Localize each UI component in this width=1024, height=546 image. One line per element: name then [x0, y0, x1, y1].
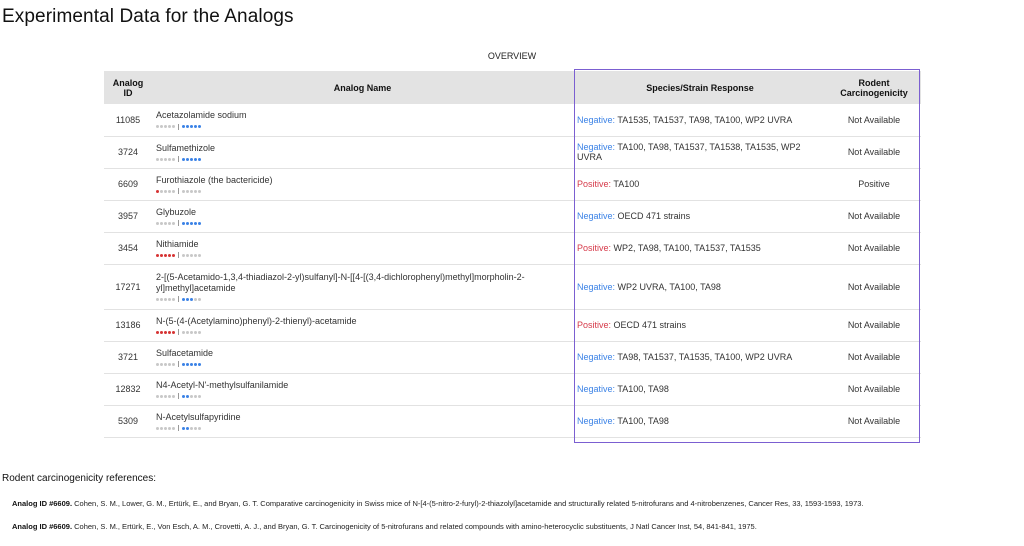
blue-dot-icon [198, 363, 201, 366]
grey-dot-icon [182, 331, 185, 334]
grey-dot-icon [168, 125, 171, 128]
dot-separator [178, 393, 179, 399]
red-dot-icon [172, 331, 175, 334]
table-header-row [104, 71, 921, 104]
red-dot-icon [156, 254, 159, 257]
page-title: Experimental Data for the Analogs [2, 6, 294, 27]
analog-name-cell [152, 309, 573, 341]
response-detail: WP2 UVRA, TA100, TA98 [617, 281, 721, 292]
table-row[interactable] [104, 136, 921, 168]
negative-label: Negative: [577, 211, 616, 221]
grey-dot-icon [156, 125, 159, 128]
blue-dot-icon [182, 427, 185, 430]
analog-name[interactable]: Glybuzole [156, 206, 197, 217]
reference-label: Analog ID #6609. [12, 522, 73, 531]
blue-dot-icon [186, 158, 189, 161]
grey-dot-icon [156, 222, 159, 225]
analog-name[interactable]: 2-[(5-Acetamido-1,3,4-thiadiazol-2-yl)sulfanyl]-N-[[4-[(3,4-dichlorophenyl)methyl]morpholin-2-yl]methyl]acetamide [156, 271, 525, 293]
table-row[interactable] [104, 232, 921, 264]
analog-name[interactable]: N-(5-(4-(Acetylamino)phenyl)-2-thienyl)-acetamide [156, 315, 357, 326]
grey-dot-icon [160, 298, 163, 301]
blue-dot-icon [190, 298, 193, 301]
grey-dot-icon [172, 125, 175, 128]
similarity-dots [156, 156, 569, 162]
carcinogenicity-cell: Not Available [827, 200, 921, 232]
response-detail: TA1535, TA1537, TA98, TA100, WP2 UVRA [617, 114, 793, 125]
analog-id-cell: 11085 [104, 104, 152, 136]
grey-dot-icon [198, 331, 201, 334]
grey-dot-icon [164, 395, 167, 398]
species-response-cell [573, 405, 827, 437]
analog-name-cell [152, 373, 573, 405]
analog-id-cell: 3957 [104, 200, 152, 232]
grey-dot-icon [164, 363, 167, 366]
species-response-cell [573, 200, 827, 232]
grey-dot-icon [186, 331, 189, 334]
reference-text: Cohen, S. M., Lower, G. M., Ertürk, E., and Bryan, G. T. Comparative carcinogenicity in Swiss mice of N-[4-(5-nitro-2-furyl)-2-thiazolyl]acetamide and structurally related 5-nitrofurans and 4-nitrobenzenes, Cancer Res, 33, 1593-1593, 1973. [74, 499, 864, 508]
grey-dot-icon [160, 363, 163, 366]
analog-name-cell [152, 168, 573, 200]
blue-dot-icon [182, 298, 185, 301]
header-rodent-carcinogenicity: Rodent Carcinogenicity [827, 71, 921, 104]
grey-dot-icon [164, 427, 167, 430]
negative-label: Negative: [577, 352, 616, 362]
species-response-cell [573, 104, 827, 136]
grey-dot-icon [160, 395, 163, 398]
grey-dot-icon [156, 395, 159, 398]
analog-name[interactable]: Sulfamethizole [156, 142, 216, 153]
analog-name[interactable]: Furothiazole (the bactericide) [156, 174, 273, 185]
response-detail: TA100 [613, 179, 640, 189]
red-dot-icon [164, 331, 167, 334]
carcinogenicity-cell: Not Available [827, 264, 921, 309]
dot-separator [178, 361, 179, 367]
grey-dot-icon [164, 125, 167, 128]
red-dot-icon [168, 331, 171, 334]
similarity-dots [156, 393, 569, 399]
grey-dot-icon [198, 395, 201, 398]
grey-dot-icon [172, 427, 175, 430]
grey-dot-icon [182, 190, 185, 193]
table-row[interactable] [104, 405, 921, 437]
blue-dot-icon [182, 125, 185, 128]
negative-label: Negative: [577, 384, 616, 394]
references-heading: Rodent carcinogenicity references: [2, 473, 156, 484]
carcinogenicity-cell: Not Available [827, 232, 921, 264]
grey-dot-icon [190, 395, 193, 398]
dot-separator [178, 329, 179, 335]
grey-dot-icon [160, 222, 163, 225]
table-body [104, 104, 921, 437]
species-response-cell [573, 373, 827, 405]
species-response-cell [573, 264, 827, 309]
table-row[interactable] [104, 104, 921, 136]
carcinogenicity-cell: Positive [827, 168, 921, 200]
similarity-dots [156, 188, 569, 194]
table-row[interactable] [104, 373, 921, 405]
analog-id-cell: 17271 [104, 264, 152, 309]
blue-dot-icon [182, 395, 185, 398]
grey-dot-icon [172, 190, 175, 193]
analog-name-cell [152, 232, 573, 264]
similarity-dots [156, 296, 569, 302]
similarity-dots [156, 123, 569, 129]
blue-dot-icon [186, 298, 189, 301]
table-row[interactable] [104, 309, 921, 341]
grey-dot-icon [186, 190, 189, 193]
blue-dot-icon [186, 395, 189, 398]
analog-name[interactable]: N-Acetylsulfapyridine [156, 411, 241, 422]
negative-label: Negative: [577, 281, 616, 292]
dot-separator [178, 296, 179, 302]
grey-dot-icon [160, 427, 163, 430]
red-dot-icon [160, 331, 163, 334]
blue-dot-icon [194, 363, 197, 366]
red-dot-icon [168, 254, 171, 257]
response-detail: TA100, TA98 [617, 416, 669, 426]
similarity-dots [156, 425, 569, 431]
grey-dot-icon [172, 158, 175, 161]
dot-separator [178, 188, 179, 194]
grey-dot-icon [156, 158, 159, 161]
similarity-dots [156, 361, 569, 367]
blue-dot-icon [186, 222, 189, 225]
reference-text: Cohen, S. M., Ertürk, E., Von Esch, A. M., Crovetti, A. J., and Bryan, G. T. Carcinogenicity of 5-nitrofurans and related compounds with amino-heterocyclic substituents, J Natl Cancer Inst, 54, 841-841, 1975. [74, 522, 757, 531]
red-dot-icon [160, 254, 163, 257]
grey-dot-icon [194, 254, 197, 257]
response-detail: TA100, TA98, TA1537, TA1538, TA1535, WP2 UVRA [577, 142, 801, 162]
grey-dot-icon [198, 427, 201, 430]
table-row[interactable] [104, 200, 921, 232]
red-dot-icon [164, 254, 167, 257]
species-response-cell [573, 232, 827, 264]
grey-dot-icon [198, 254, 201, 257]
grey-dot-icon [168, 427, 171, 430]
analog-name-cell [152, 264, 573, 309]
response-detail: TA100, TA98 [617, 384, 669, 394]
table-row[interactable] [104, 264, 921, 309]
analog-name-cell [152, 136, 573, 168]
analog-name[interactable]: Sulfacetamide [156, 347, 214, 358]
analog-name-cell [152, 104, 573, 136]
blue-dot-icon [190, 363, 193, 366]
grey-dot-icon [198, 190, 201, 193]
grey-dot-icon [164, 298, 167, 301]
grey-dot-icon [172, 298, 175, 301]
blue-dot-icon [190, 125, 193, 128]
blue-dot-icon [198, 222, 201, 225]
red-dot-icon [156, 190, 159, 193]
table-row[interactable] [104, 341, 921, 373]
analog-name-cell [152, 341, 573, 373]
dot-separator [178, 220, 179, 226]
analog-id-cell: 3724 [104, 136, 152, 168]
carcinogenicity-cell: Not Available [827, 405, 921, 437]
dot-separator [178, 252, 179, 258]
blue-dot-icon [190, 222, 193, 225]
blue-dot-icon [186, 427, 189, 430]
grey-dot-icon [160, 190, 163, 193]
blue-dot-icon [198, 125, 201, 128]
grey-dot-icon [172, 395, 175, 398]
header-analog-name: Analog Name [152, 71, 573, 104]
grey-dot-icon [194, 331, 197, 334]
species-response-cell [573, 136, 827, 168]
grey-dot-icon [156, 427, 159, 430]
blue-dot-icon [186, 125, 189, 128]
similarity-dots [156, 329, 569, 335]
grey-dot-icon [164, 222, 167, 225]
header-analog-id: Analog ID [104, 71, 152, 104]
grey-dot-icon [168, 190, 171, 193]
analog-id-cell: 3721 [104, 341, 152, 373]
response-detail: TA98, TA1537, TA1535, TA100, WP2 UVRA [617, 352, 793, 362]
grey-dot-icon [194, 395, 197, 398]
grey-dot-icon [198, 298, 201, 301]
reference-label: Analog ID #6609. [12, 499, 73, 508]
grey-dot-icon [190, 331, 193, 334]
response-detail: OECD 471 strains [613, 320, 687, 330]
positive-label: Positive: [577, 179, 612, 189]
reference-item [12, 522, 757, 531]
grey-dot-icon [160, 125, 163, 128]
red-dot-icon [156, 331, 159, 334]
dot-separator [178, 124, 179, 130]
blue-dot-icon [182, 158, 185, 161]
overview-label: OVERVIEW [487, 51, 537, 61]
blue-dot-icon [182, 222, 185, 225]
positive-label: Positive: [577, 243, 612, 253]
analog-id-cell: 13186 [104, 309, 152, 341]
blue-dot-icon [194, 222, 197, 225]
analog-name[interactable]: N4-Acetyl-N'-methylsulfanilamide [156, 379, 289, 390]
grey-dot-icon [156, 298, 159, 301]
reference-item [12, 499, 864, 508]
grey-dot-icon [164, 158, 167, 161]
dot-separator [178, 425, 179, 431]
blue-dot-icon [194, 158, 197, 161]
grey-dot-icon [168, 222, 171, 225]
red-dot-icon [172, 254, 175, 257]
negative-label: Negative: [577, 416, 616, 426]
header-species-response: Species/Strain Response [573, 71, 827, 104]
grey-dot-icon [168, 158, 171, 161]
carcinogenicity-cell: Not Available [827, 309, 921, 341]
positive-label: Positive: [577, 320, 612, 330]
grey-dot-icon [172, 222, 175, 225]
analog-id-cell: 3454 [104, 232, 152, 264]
carcinogenicity-cell: Not Available [827, 341, 921, 373]
grey-dot-icon [190, 254, 193, 257]
carcinogenicity-cell: Not Available [827, 136, 921, 168]
similarity-dots [156, 220, 569, 226]
table-row[interactable] [104, 168, 921, 200]
grey-dot-icon [190, 190, 193, 193]
grey-dot-icon [168, 363, 171, 366]
negative-label: Negative: [577, 142, 616, 152]
analog-name-cell [152, 405, 573, 437]
carcinogenicity-cell: Not Available [827, 373, 921, 405]
analogs-table [104, 71, 921, 438]
analog-name[interactable]: Acetazolamide sodium [156, 110, 247, 121]
grey-dot-icon [190, 427, 193, 430]
species-response-cell [573, 341, 827, 373]
grey-dot-icon [156, 363, 159, 366]
grey-dot-icon [160, 158, 163, 161]
dot-separator [178, 156, 179, 162]
blue-dot-icon [198, 158, 201, 161]
grey-dot-icon [194, 298, 197, 301]
response-detail: OECD 471 strains [617, 211, 691, 221]
analog-id-cell: 12832 [104, 373, 152, 405]
response-detail: WP2, TA98, TA100, TA1537, TA1535 [613, 243, 761, 253]
species-response-cell [573, 168, 827, 200]
grey-dot-icon [194, 427, 197, 430]
analog-name[interactable]: Nithiamide [156, 238, 199, 249]
grey-dot-icon [194, 190, 197, 193]
analog-id-cell: 5309 [104, 405, 152, 437]
grey-dot-icon [168, 395, 171, 398]
analog-name-cell [152, 200, 573, 232]
grey-dot-icon [164, 190, 167, 193]
blue-dot-icon [194, 125, 197, 128]
blue-dot-icon [182, 363, 185, 366]
grey-dot-icon [186, 254, 189, 257]
grey-dot-icon [168, 298, 171, 301]
similarity-dots [156, 252, 569, 258]
grey-dot-icon [172, 363, 175, 366]
blue-dot-icon [190, 158, 193, 161]
analog-id-cell: 6609 [104, 168, 152, 200]
blue-dot-icon [186, 363, 189, 366]
grey-dot-icon [182, 254, 185, 257]
species-response-cell [573, 309, 827, 341]
carcinogenicity-cell: Not Available [827, 104, 921, 136]
negative-label: Negative: [577, 114, 616, 125]
